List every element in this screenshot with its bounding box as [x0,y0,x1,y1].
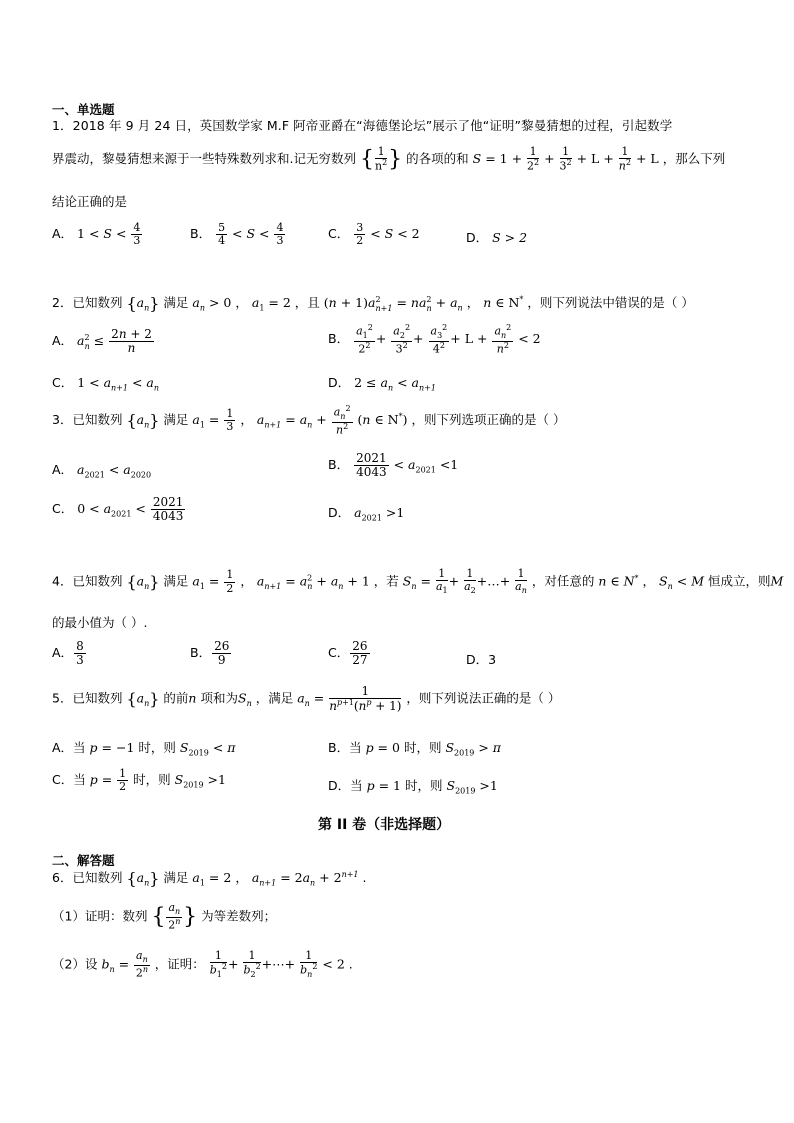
q3-option-d: D． $a_{2021} >1$ [328,505,405,523]
q5-stem: 5．已知数列 $\{a_n\}$ 的前n 项和为$S_n$ ，满足 $a_n$ = $\frac{1}{n^{p+1}(n^p + 1)}$ ，则下列说法正确的是（ ） [52,684,561,714]
section-title-single-choice: 一、单选题 [52,102,115,117]
q4-option-a: A． $\frac{8}{3}$ [52,639,84,668]
q6-stem: 6．已知数列 $\{a_n\}$ 满足 $a_1 = 2$ ， $a_{n+1} = 2a_n + 2^{n+1}$ . [52,869,367,888]
q5-option-c: C．当 p = $\frac{1}{2}$ 时，则 $S_{2019} >1$ [52,767,226,794]
q1-option-a: A． 1 < S < $\frac{4}{3}$ [52,221,141,248]
q1-option-d: D． S > 2 [466,230,528,245]
q6-part1: （1）证明：数列 { $\frac{a_n}{2^n}$ } 为等差数列； [52,901,277,932]
q1-option-c: C． $\frac{3}{2}$ < S < 2 [328,221,420,248]
section-title-solutions: 二、解答题 [52,853,115,868]
q2-stem: 2．已知数列 $\{a_n\}$ 满足 $a_n > 0$ ， $a_1 = 2$ ，且 $(n + 1)a^2_{n+1} = na^2_n + a_n$ ， n ∈ N* ，则下列说法中错误的是（ ） [52,294,694,313]
q1-stem-line3: 结论正确的是 [52,194,128,209]
q3-stem: 3．已知数列 $\{a_n\}$ 满足 $a_1$ = $\frac{1}{3}$ ， $a_{n+1} = a_n$ + $\frac{a_n^2}{n^2}$ (n ∈ N*) ，则下列选项正确的是（ ） [52,404,566,437]
q3-option-b: B． $\frac{2021}{4043}$ < $a_{2021} <1$ [328,451,459,480]
q2-option-c: C． $1 < a_{n+1} < a_n$ [52,375,160,393]
q3-option-a: A． $a_{2021} < a_{2020}$ [52,462,152,480]
q1-stem-line1: 1．2018 年 9 月 24 日，英国数学家 M.F 阿帝亚爵在“海德堡论坛”展示了他“证明”黎曼猜想的过程，引起数学 [52,118,673,133]
q2-option-b: B． $\frac{a_1^2}{2^2}$ + $\frac{a_2^2}{3^2}$ + $\frac{a_3^2}{4^2}$ + L + $\frac{a_n^2}{n^2}$ < 2 [328,323,541,356]
q4-stem: 4．已知数列 $\{a_n\}$ 满足 $a_1$ = $\frac{1}{2}$ ， $a_{n+1} = a^2_n + a_n + 1$ ，若 $S_n$ = $\frac{1}{a_1}$ + $\frac{1}{a_2}$ +…+ $\frac{1}{a_n}$ ，对任意的 n ∈ N* ， $S_n < M$ 恒成立，则M [52,567,784,596]
q4-option-b: B． $\frac{26}{9}$ [190,639,230,668]
q4-option-c: C． $\frac{26}{27}$ [328,639,368,668]
q1-stem-line2: 界震动，黎曼猜想来源于一些特殊数列求和.记无穷数列 { $\frac{1}{n^2}$ } 的各项的和 S = 1 + $\frac{1}{2^2}$ + $\frac{1}{3^2}$ + L + $\frac{1}{n^2}$ + L ，那么下列 [52,145,726,173]
part-two-heading: 第 II 卷（非选择题） [318,817,451,833]
q5-option-d: D．当 p = 1 时，则 $S_{2019} >1$ [328,778,498,796]
q2-option-d: D． $2 \le a_n < a_{n+1}$ [328,375,436,393]
q2-option-a: A． $a^2_n$ ≤ $\frac{2n + 2}{n}$ [52,327,152,356]
q4-option-d: D．3 [466,652,497,667]
q3-option-c: C． $0 < a_{2021}$ < $\frac{2021}{4043}$ [52,495,184,524]
q5-option-a: A．当 p = −1 时，则 $S_{2019} < \pi$ [52,740,236,758]
q4-stem-line2: 的最小值为（ ）. [52,615,148,630]
q1-option-b: B． $\frac{5}{4}$ < S < $\frac{4}{3}$ [190,221,284,248]
q5-option-b: B．当 p = 0 时，则 $S_{2019} > \pi$ [328,740,502,758]
q6-part2: （2）设 $b_n$ = $\frac{a_n}{2^n}$ ，证明： $\frac{1}{b_1^2}$ + $\frac{1}{b_2^2}$ +⋯+ $\frac{1}{b_n^2}$ < 2 . [52,949,353,980]
